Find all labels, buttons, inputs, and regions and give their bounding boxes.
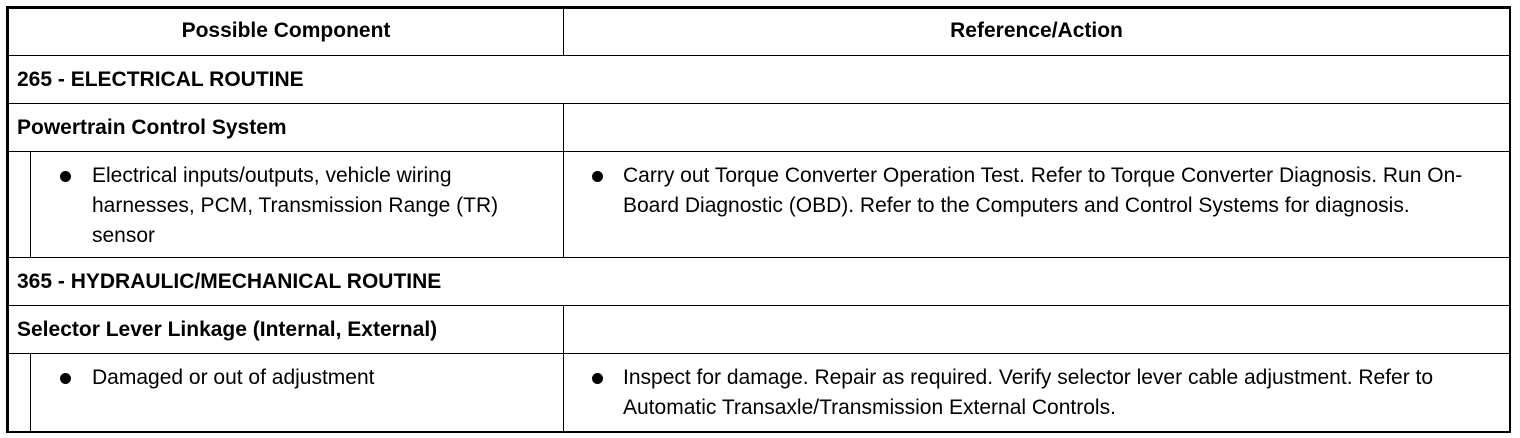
- section-title-row: [9, 258, 1509, 306]
- section-title: 365 - HYDRAULIC/MECHANICAL ROUTINE: [17, 270, 442, 293]
- reference-cell: [564, 354, 1509, 431]
- indent-column: [9, 152, 31, 257]
- section-title: 265 - ELECTRICAL ROUTINE: [17, 68, 304, 91]
- table-row: [9, 354, 1509, 431]
- component-group-reference-empty: [564, 306, 1509, 353]
- component-group: Powertrain Control System: [9, 104, 564, 151]
- header-reference-action: Reference/Action: [950, 19, 1123, 42]
- component-item-text: Damaged or out of adjustment: [92, 366, 375, 389]
- bullet-icon: [60, 373, 71, 384]
- component-group-reference-empty: [564, 104, 1509, 151]
- header-possible-component: Possible Component: [9, 9, 564, 55]
- indent-column: [9, 354, 31, 431]
- list-item: [31, 152, 537, 257]
- component-item-text: Electrical inputs/outputs, vehicle wiring harnesses, PCM, Transmission Range (TR) sensor: [92, 164, 499, 247]
- bullet-icon: [592, 373, 603, 384]
- component-group-row: [9, 104, 1509, 152]
- reference-item-text: Inspect for damage. Repair as required. Verify selector lever cable adjustment. Refer to Automatic Transaxle/Transmission External Controls.: [623, 366, 1434, 419]
- component-cell: [9, 354, 564, 431]
- component-group: Selector Lever Linkage (Internal, External): [9, 306, 564, 353]
- component-cell: [9, 152, 564, 257]
- bullet-icon: [592, 171, 603, 182]
- list-item: [31, 354, 537, 431]
- table-row: [9, 152, 1509, 258]
- reference-item-text: Carry out Torque Converter Operation Test. Refer to Torque Converter Diagnosis. Run On-Board Diagnostic (OBD). Refer to the Computers and Control Systems for diagnosis.: [623, 164, 1463, 217]
- component-group-row: [9, 306, 1509, 354]
- list-item: [564, 354, 1509, 423]
- reference-cell: [564, 152, 1509, 257]
- bullet-icon: [60, 171, 71, 182]
- table-header-row: [9, 9, 1509, 56]
- section-title-row: [9, 56, 1509, 104]
- diagnosis-table: [6, 6, 1511, 433]
- list-item: [564, 152, 1509, 221]
